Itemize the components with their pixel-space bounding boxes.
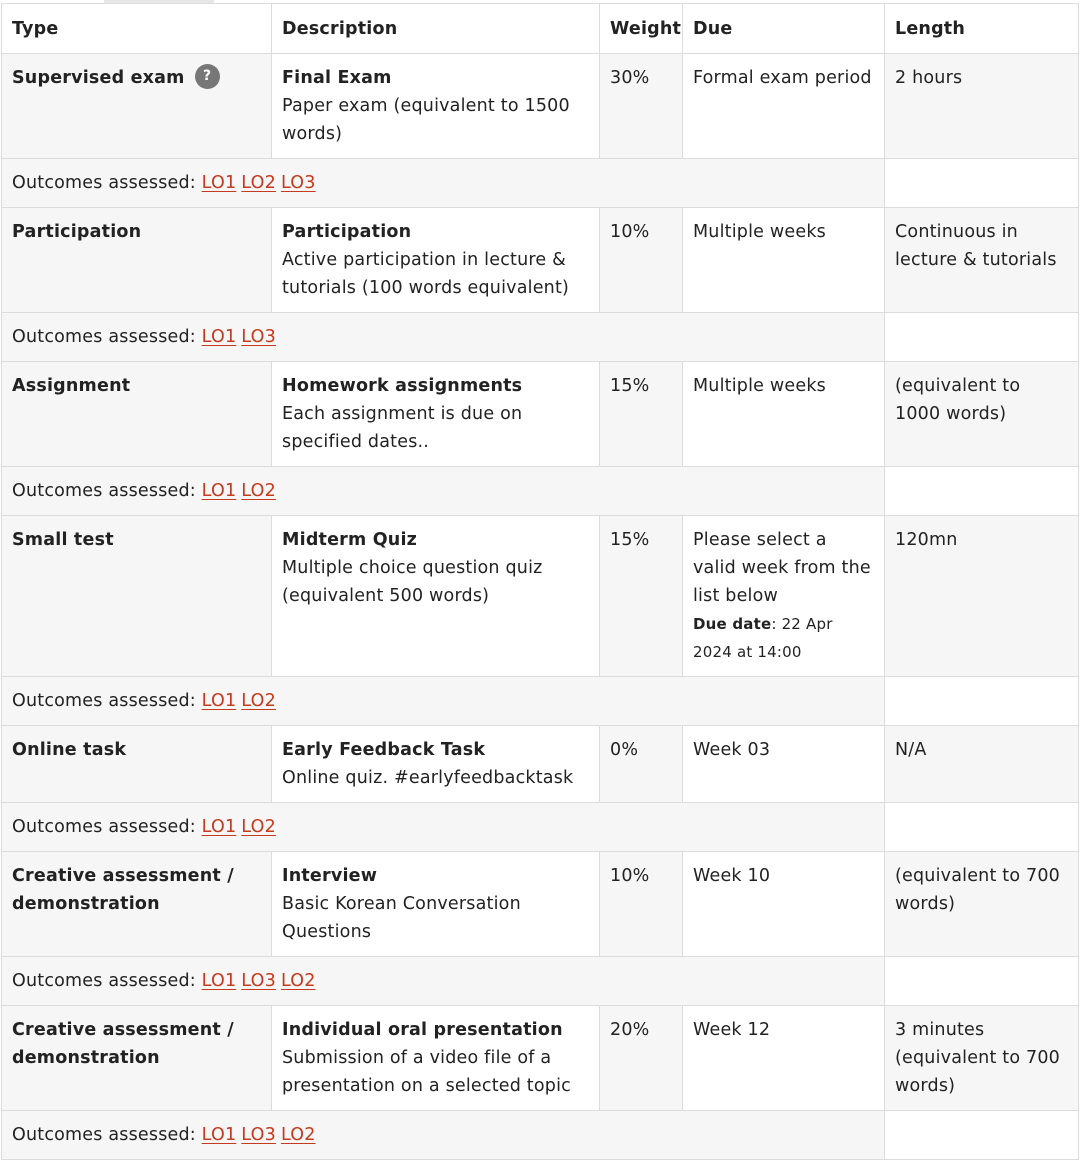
assessment-title: Midterm Quiz	[282, 530, 418, 550]
outcome-link-lo1[interactable]: LO1	[201, 691, 237, 711]
length-cell: 3 minutes (equivalent to 700 words)	[885, 1006, 1079, 1111]
outcome-link-lo1[interactable]: LO1	[201, 817, 237, 837]
description-cell	[272, 1006, 600, 1111]
outcomes-row	[2, 957, 1079, 1006]
description-cell	[272, 852, 600, 957]
outcomes-label: Outcomes assessed:	[12, 817, 202, 837]
due-cell	[683, 852, 885, 957]
due-text: Week 03	[693, 740, 771, 760]
due-text: Formal exam period	[693, 68, 872, 88]
outcome-link-lo3[interactable]: LO3	[241, 1125, 276, 1145]
weight-cell: 20%	[600, 1006, 683, 1111]
assessment-description: Basic Korean Conversation Questions	[282, 894, 521, 942]
description-cell	[272, 516, 600, 677]
weight-cell: 10%	[600, 208, 683, 313]
length-cell: (equivalent to 700 words)	[885, 852, 1079, 957]
outcome-link-lo2[interactable]: LO2	[241, 691, 276, 711]
outcome-link-lo1[interactable]: LO1	[201, 481, 237, 501]
outcome-link-lo2[interactable]: LO2	[241, 481, 276, 501]
table-header-row	[2, 4, 1079, 54]
assessment-type: Assignment	[12, 376, 131, 396]
assessment-title: Final Exam	[282, 68, 392, 88]
outcomes-empty-cell	[885, 803, 1079, 852]
type-cell	[2, 516, 272, 677]
due-date-value: : 22 Apr 2024 at 14:00	[693, 615, 833, 661]
outcome-link-lo1[interactable]: LO1	[201, 327, 237, 347]
outcomes-row	[2, 467, 1079, 516]
due-cell	[683, 1006, 885, 1111]
outcomes-label: Outcomes assessed:	[12, 691, 202, 711]
outcomes-label: Outcomes assessed:	[12, 327, 202, 347]
outcomes-cell	[2, 677, 885, 726]
outcomes-row	[2, 677, 1079, 726]
due-cell	[683, 516, 885, 677]
outcome-link-lo2[interactable]: LO2	[280, 971, 316, 991]
outcomes-row	[2, 1111, 1079, 1160]
due-cell	[683, 726, 885, 803]
due-date-label: Due date	[693, 615, 772, 633]
weight-cell: 10%	[600, 852, 683, 957]
assessment-description: Online quiz. #earlyfeedbacktask	[282, 768, 574, 788]
outcomes-cell	[2, 957, 885, 1006]
outcomes-label: Outcomes assessed:	[12, 173, 202, 193]
header-due: Due	[683, 4, 885, 54]
due-cell	[683, 54, 885, 159]
header-weight: Weight	[600, 4, 683, 54]
due-text: Multiple weeks	[693, 222, 826, 242]
help-icon[interactable]: ?	[195, 64, 220, 89]
table-row	[2, 1006, 1079, 1111]
table-row	[2, 726, 1079, 803]
outcome-link-lo1[interactable]: LO1	[201, 1125, 237, 1145]
assessment-title: Interview	[282, 866, 378, 886]
assessment-description: Submission of a video file of a presentation on a selected topic	[282, 1048, 571, 1096]
description-cell	[272, 726, 600, 803]
outcome-link-lo2[interactable]: LO2	[241, 817, 276, 837]
weight-cell: 15%	[600, 362, 683, 467]
header-type: Type	[2, 4, 272, 54]
length-cell: 2 hours	[885, 54, 1079, 159]
weight-cell: 0%	[600, 726, 683, 803]
assessment-type: Creative assessment / demonstration	[12, 866, 234, 914]
type-cell	[2, 1006, 272, 1111]
outcomes-empty-cell	[885, 313, 1079, 362]
assessment-title: Early Feedback Task	[282, 740, 486, 760]
assessment-title: Participation	[282, 222, 412, 242]
outcomes-row	[2, 803, 1079, 852]
outcome-link-lo2[interactable]: LO2	[280, 1125, 316, 1145]
type-cell	[2, 726, 272, 803]
outcomes-empty-cell	[885, 957, 1079, 1006]
type-cell	[2, 852, 272, 957]
table-row	[2, 208, 1079, 313]
outcomes-cell	[2, 313, 885, 362]
outcomes-label: Outcomes assessed:	[12, 971, 202, 991]
table-row	[2, 852, 1079, 957]
length-cell: (equivalent to 1000 words)	[885, 362, 1079, 467]
table-body	[2, 54, 1079, 1160]
assessment-description: Each assignment is due on specified dates..	[282, 404, 523, 452]
weight-cell: 15%	[600, 516, 683, 677]
due-text: Multiple weeks	[693, 376, 826, 396]
type-cell	[2, 362, 272, 467]
outcome-link-lo1[interactable]: LO1	[201, 173, 237, 193]
length-cell: N/A	[885, 726, 1079, 803]
outcome-link-lo3[interactable]: LO3	[280, 173, 316, 193]
description-cell	[272, 54, 600, 159]
type-cell	[2, 54, 272, 159]
assessment-title: Individual oral presentation	[282, 1020, 563, 1040]
assessment-description: Active participation in lecture & tutorials (100 words equivalent)	[282, 250, 570, 298]
outcomes-label: Outcomes assessed:	[12, 1125, 202, 1145]
table-row	[2, 516, 1079, 677]
outcomes-cell	[2, 803, 885, 852]
description-cell	[272, 208, 600, 313]
outcomes-empty-cell	[885, 677, 1079, 726]
outcomes-empty-cell	[885, 159, 1079, 208]
length-cell: Continuous in lecture & tutorials	[885, 208, 1079, 313]
table-row	[2, 362, 1079, 467]
due-cell	[683, 208, 885, 313]
length-cell: 120mn	[885, 516, 1079, 677]
weight-cell: 30%	[600, 54, 683, 159]
assessment-description: Multiple choice question quiz (equivalent 500 words)	[282, 558, 543, 606]
outcomes-empty-cell	[885, 467, 1079, 516]
outcome-link-lo2[interactable]: LO2	[241, 173, 276, 193]
due-date	[693, 610, 874, 666]
due-text: Week 12	[693, 1020, 771, 1040]
assessment-type: Creative assessment / demonstration	[12, 1020, 234, 1068]
outcome-link-lo3[interactable]: LO3	[241, 327, 276, 347]
header-length: Length	[885, 4, 1079, 54]
assessment-type: Online task	[12, 740, 127, 760]
assessment-title: Homework assignments	[282, 376, 523, 396]
assessment-type: Small test	[12, 530, 114, 550]
outcomes-row	[2, 313, 1079, 362]
due-cell	[683, 362, 885, 467]
outcomes-cell	[2, 467, 885, 516]
header-description: Description	[272, 4, 600, 54]
outcome-link-lo3[interactable]: LO3	[241, 971, 276, 991]
outcome-link-lo1[interactable]: LO1	[201, 971, 237, 991]
due-text: Please select a valid week from the list below	[693, 530, 871, 606]
outcomes-label: Outcomes assessed:	[12, 481, 202, 501]
outcomes-cell	[2, 159, 885, 208]
due-text: Week 10	[693, 866, 771, 886]
outcomes-empty-cell	[885, 1111, 1079, 1160]
type-cell	[2, 208, 272, 313]
outcomes-row	[2, 159, 1079, 208]
assessment-type: Supervised exam	[12, 68, 185, 88]
description-cell	[272, 362, 600, 467]
assessment-description: Paper exam (equivalent to 1500 words)	[282, 96, 570, 144]
table-row	[2, 54, 1079, 159]
assessment-type: Participation	[12, 222, 142, 242]
outcomes-cell	[2, 1111, 885, 1160]
assessment-table	[1, 3, 1079, 1160]
